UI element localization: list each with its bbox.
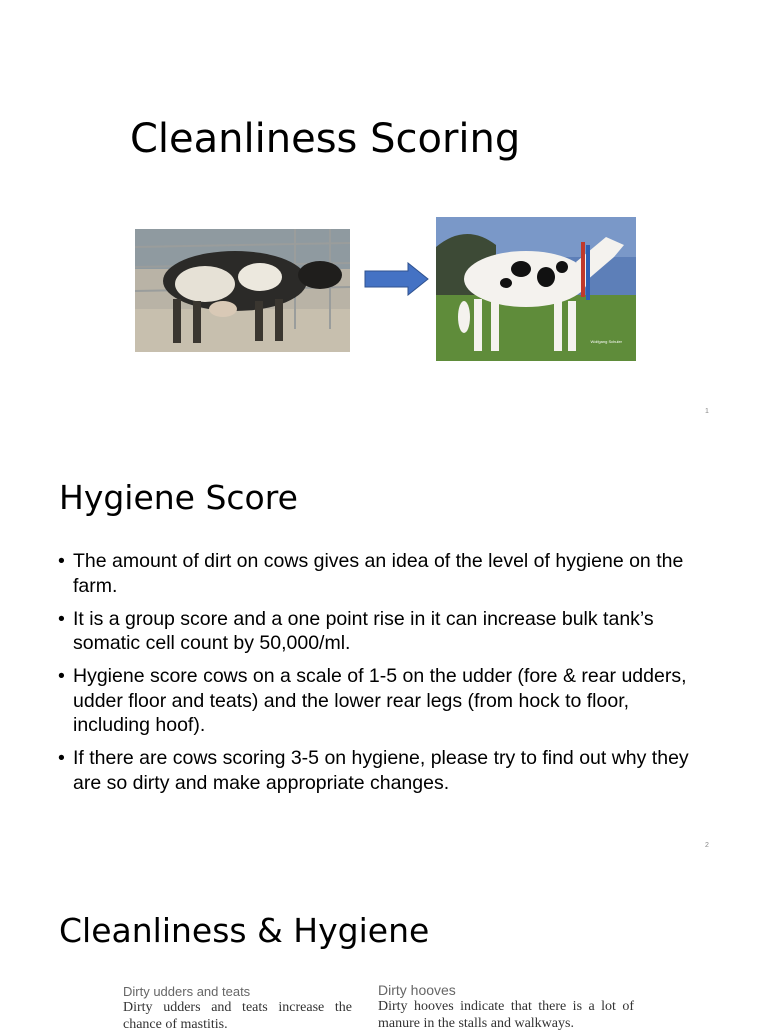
bullet-item: • The amount of dirt on cows gives an idea of the level of hygiene on the farm. xyxy=(58,549,708,598)
excerpt-heading: Dirty udders and teats xyxy=(123,984,251,999)
bullet-list xyxy=(58,549,708,804)
slide-title: Hygiene Score xyxy=(59,478,298,517)
slide-1 xyxy=(0,0,768,432)
photo-credit: Wolfgang Schuler xyxy=(590,339,622,344)
clean-cow-photo xyxy=(436,217,636,361)
bullet-item: • Hygiene score cows on a scale of 1-5 on the udder (fore & rear udders, udder floor and teats) and the lower rear legs (from hock to floor, including hoof). xyxy=(58,664,708,738)
right-arrow-icon xyxy=(364,262,430,296)
page-number: 2 xyxy=(705,842,709,849)
bullet-item: • It is a group score and a one point rise in it can increase bulk tank’s somatic cell count by 50,000/ml. xyxy=(58,607,708,656)
excerpt-text: Dirty hooves indicate that there is a lot of manure in the stalls and walkways. xyxy=(378,999,634,1031)
dirty-hooves-excerpt xyxy=(378,982,634,1032)
bullet-item: • If there are cows scoring 3-5 on hygiene, please try to find out why they are so dirty and make appropriate changes. xyxy=(58,746,708,795)
dirty-udders-excerpt xyxy=(123,984,352,1033)
slide-title: Cleanliness & Hygiene xyxy=(59,911,430,950)
slide-title: Cleanliness Scoring xyxy=(130,116,521,162)
dirty-cow-photo xyxy=(135,229,350,352)
excerpt-heading: Dirty hooves xyxy=(378,982,456,998)
page-number: 1 xyxy=(705,408,709,415)
excerpt-text: Dirty udders and teats increase the chance of mastitis. xyxy=(123,1000,352,1032)
